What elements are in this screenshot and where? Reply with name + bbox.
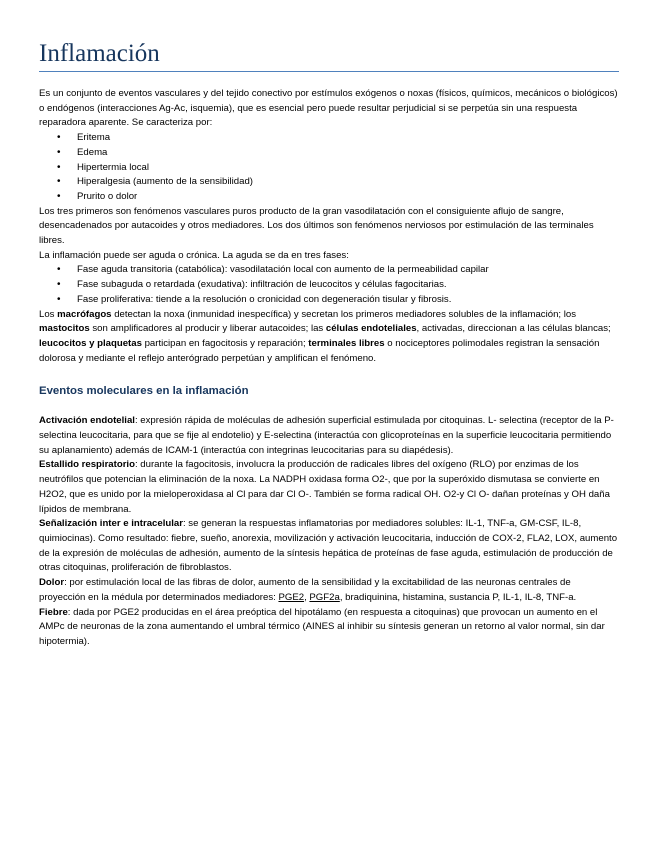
list-item: • Fase subaguda o retardada (exudativa): infiltración de leucocitos y células fagocitarias. (77, 278, 619, 293)
signs-note-paragraph: Los tres primeros son fenómenos vasculares puros producto de la gran vasodilatación con el consiguiente aflujo de sangre, desencadenados por autacoides y otros mediadores. Los dos últimos son fenómenos nerviosos por estimulación de las terminales libres. (39, 205, 594, 247)
signs-list (39, 131, 619, 205)
burst-paragraph: Estallido respiratorio: durante la fagocitosis, involucra la producción de radicales libres del oxígeno (RLO) por enzimas de los neutrófilos que potencian la eliminación de la noxa. La NADPH oxidasa forma O2-, que por la superóxido dismutasa se convierte en H2O2, que es unido por la mieloperoxidasa al Cl para dar Cl O-. También se forma radical OH. O2-y Cl O- dañan proteínas y OH daña lípidos de membrana. (39, 459, 610, 515)
list-item: • Edema (77, 146, 619, 161)
intro-paragraph: Es un conjunto de eventos vasculares y del tejido conectivo por estímulos exógenos o noxas (físicos, químicos, mecánicos o biológicos) o endógenos (interacciones Ag-Ac, isquemia), que es esencial pero puede resultar perjudicial si se perpetúa sin una respuesta reparadora aparente. Se caracteriza por: (39, 88, 618, 129)
term-fiebre: Fiebre (39, 606, 68, 618)
list-item: • Prurito o dolor (77, 190, 619, 205)
term-senalizacion: Señalización inter e intracelular (39, 518, 183, 530)
fever-paragraph: Fiebre: dada por PGE2 producidas en el área preóptica del hipotálamo (en respuesta a citoquinas) que provocan un aumento en el AMPc de neuronas de la zona aumentando el umbral térmico (AINES al inhibir su síntesis generan un retorno al valor normal, sin dar hipotermia). (39, 606, 605, 647)
term-celulas-endoteliales: células endoteliales (325, 323, 417, 335)
list-item: • Hiperalgesia (aumento de la sensibilidad) (77, 175, 619, 190)
signal-paragraph: Señalización inter e intracelular: se generan la respuestas inflamatorias por mediadores solubles: IL-1, TNF-a, GM-CSF, IL-8, quimiocinas). Como resultado: fiebre, sueño, anorexia, movilización y activación leucocitaria, inducción de COX-2, FLA2, LOX, aumento de la expresión de moléculas de adhesión, aumento de la síntesis hepática de proteínas de fase aguda, estimulación de producción de otras citoquinas, proliferación de fibroblastos. (39, 518, 618, 574)
phases-intro-paragraph: La inflamación puede ser aguda o crónica. La aguda se da en tres fases: (39, 249, 349, 261)
page-title: Inflamación (39, 40, 619, 72)
term-activacion-endotelial: Activación endotelial (39, 415, 135, 427)
section-heading: Eventos moleculares en la inflamación (39, 385, 249, 398)
list-item: • Fase proliferativa: tiende a la resolución o cronicidad con degeneración tisular y fibrosis. (77, 293, 619, 308)
pgf2a-link[interactable]: PGF2a (309, 591, 340, 603)
term-leucocitos-plaquetas: leucocitos y plaquetas (39, 337, 142, 349)
list-item: • Hipertermia local (77, 161, 619, 176)
term-terminales-libres: terminales libres (308, 337, 385, 349)
document-page (39, 40, 619, 650)
pge2-link[interactable]: PGE2 (278, 591, 305, 603)
term-estallido-respiratorio: Estallido respiratorio (39, 459, 135, 471)
list-item: • Fase aguda transitoria (catabólica): vasodilatación local con aumento de la permeabilidad capilar (77, 263, 619, 278)
term-dolor: Dolor (39, 577, 65, 589)
phases-list (39, 263, 619, 307)
pain-paragraph: Dolor: por estimulación local de las fibras de dolor, aumento de la sensibilidad y la excitabilidad de las neuronas centrales de proyección en la médula por determinados mediadores: PGE2, PGF2a, bradiquinina, histamina, sustancia P, IL-1, IL-8, TNF-a. (39, 577, 577, 603)
term-macrofagos: macrófagos (57, 308, 112, 320)
endothelial-paragraph: Activación endotelial: expresión rápida de moléculas de adhesión superficial estimulada por citoquinas. L- selectina (receptor de la P- selectina leucocitaria, para que se fije al endotelio) y E-selectina (interactúa con glicoproteínas en la superficie leucocitaria permitiendo su aplanamiento) además de ICAM-1 (interactúa con integrinas leucocitarias para su diapédesis). (39, 415, 614, 456)
list-item: • Eritema (77, 131, 619, 146)
term-mastocitos: mastocitos (39, 323, 90, 335)
cells-paragraph: Los macrófagos detectan la noxa (inmunidad inespecífica) y secretan los primeros mediadores solubles de la inflamación; los mastocitos son amplificadores al producir y liberar autacoides; las células endoteliales, activadas, direccionan a las células blancas; leucocitos y plaquetas participan en fagocitosis y reparación; terminales libres o nociceptores polimodales registran la sensación dolorosa y mediante el reflejo anterógrado perpetúan y amplifican el fenómeno. (39, 308, 611, 364)
